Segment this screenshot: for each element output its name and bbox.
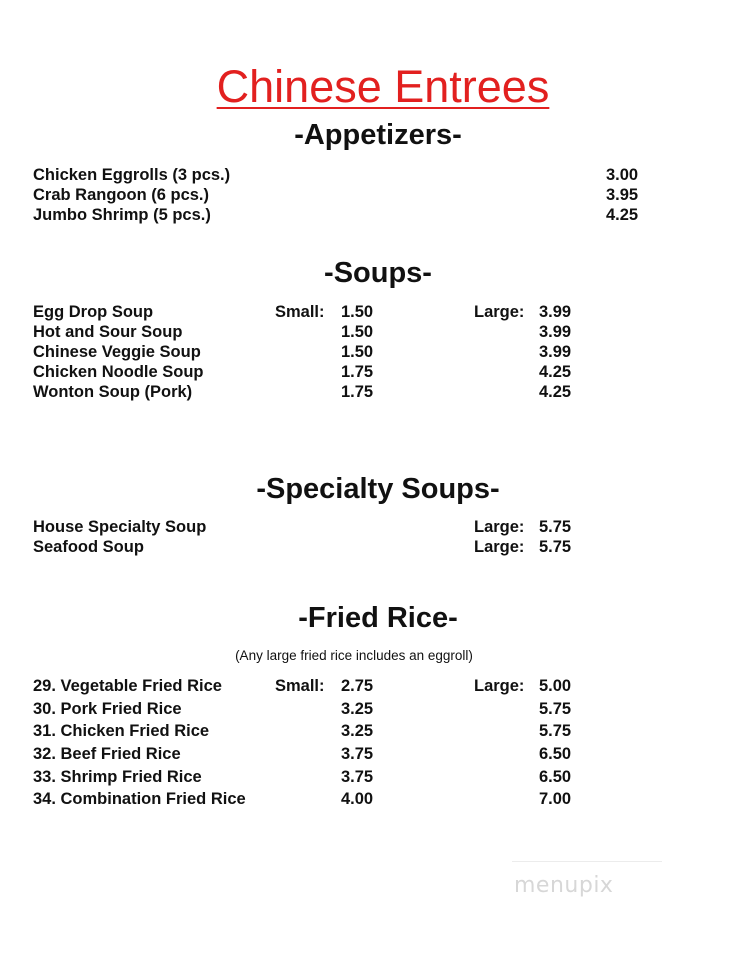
large-price: 3.99 <box>539 323 572 341</box>
menu-item <box>0 165 750 185</box>
large-price: 4.25 <box>539 363 572 381</box>
menu-item <box>0 744 750 764</box>
menu-item <box>0 342 750 362</box>
item-name: House Specialty Soup <box>33 518 207 536</box>
appetizers-heading: -Appetizers- <box>294 119 462 151</box>
large-price: 5.75 <box>539 538 572 556</box>
menu-item <box>0 676 750 696</box>
menu-item <box>0 767 750 787</box>
large-label: Large: <box>474 677 525 695</box>
item-name: Chicken Eggrolls (3 pcs.) <box>33 166 231 184</box>
small-price: 1.50 <box>341 343 374 361</box>
menu-item <box>0 322 750 342</box>
large-price: 5.75 <box>539 700 572 718</box>
large-label: Large: <box>474 518 525 536</box>
item-name: Crab Rangoon (6 pcs.) <box>33 186 210 204</box>
item-name: Jumbo Shrimp (5 pcs.) <box>33 206 211 224</box>
menu-item <box>0 537 750 557</box>
item-name: 33. Shrimp Fried Rice <box>33 768 202 786</box>
soups-heading: -Soups- <box>324 257 432 289</box>
large-price: 3.99 <box>539 343 572 361</box>
fried-rice-note: (Any large fried rice includes an eggroll) <box>235 648 473 663</box>
item-name: Hot and Sour Soup <box>33 323 183 341</box>
menu-item <box>0 721 750 741</box>
menu-item <box>0 302 750 322</box>
large-price: 5.75 <box>539 518 572 536</box>
menu-item <box>0 517 750 537</box>
item-name: Egg Drop Soup <box>33 303 154 321</box>
small-price: 3.25 <box>341 722 374 740</box>
item-name: Wonton Soup (Pork) <box>33 383 193 401</box>
item-price: 4.25 <box>606 206 639 224</box>
menu-item <box>0 185 750 205</box>
item-name: Seafood Soup <box>33 538 144 556</box>
menu-item <box>0 382 750 402</box>
small-price: 1.50 <box>341 303 374 321</box>
page-title: Chinese Entrees <box>216 61 550 112</box>
item-name: 29. Vegetable Fried Rice <box>33 677 222 695</box>
small-price: 3.75 <box>341 745 374 763</box>
small-price: 1.50 <box>341 323 374 341</box>
small-price: 1.75 <box>341 363 374 381</box>
large-label: Large: <box>474 538 525 556</box>
small-label: Small: <box>275 677 325 695</box>
large-price: 3.99 <box>539 303 572 321</box>
item-name: 30. Pork Fried Rice <box>33 700 182 718</box>
small-price: 4.00 <box>341 790 374 808</box>
small-price: 2.75 <box>341 677 374 695</box>
menu-item <box>0 789 750 809</box>
small-price: 3.25 <box>341 700 374 718</box>
large-price: 4.25 <box>539 383 572 401</box>
item-name: 31. Chicken Fried Rice <box>33 722 210 740</box>
large-price: 6.50 <box>539 745 572 763</box>
watermark-divider <box>512 861 662 862</box>
large-price: 5.00 <box>539 677 572 695</box>
menu-item <box>0 205 750 225</box>
menu-item <box>0 362 750 382</box>
large-price: 7.00 <box>539 790 572 808</box>
large-price: 6.50 <box>539 768 572 786</box>
item-name: 32. Beef Fried Rice <box>33 745 181 763</box>
item-name: Chicken Noodle Soup <box>33 363 204 381</box>
specialty-soups-heading: -Specialty Soups- <box>256 473 500 505</box>
item-name: 34. Combination Fried Rice <box>33 790 246 808</box>
menu-item <box>0 699 750 719</box>
watermark-logo: menupix <box>514 873 614 898</box>
item-price: 3.95 <box>606 186 639 204</box>
item-name: Chinese Veggie Soup <box>33 343 201 361</box>
fried-rice-heading: -Fried Rice- <box>298 602 458 634</box>
small-price: 3.75 <box>341 768 374 786</box>
large-price: 5.75 <box>539 722 572 740</box>
item-price: 3.00 <box>606 166 639 184</box>
small-label: Small: <box>275 303 325 321</box>
small-price: 1.75 <box>341 383 374 401</box>
large-label: Large: <box>474 303 525 321</box>
